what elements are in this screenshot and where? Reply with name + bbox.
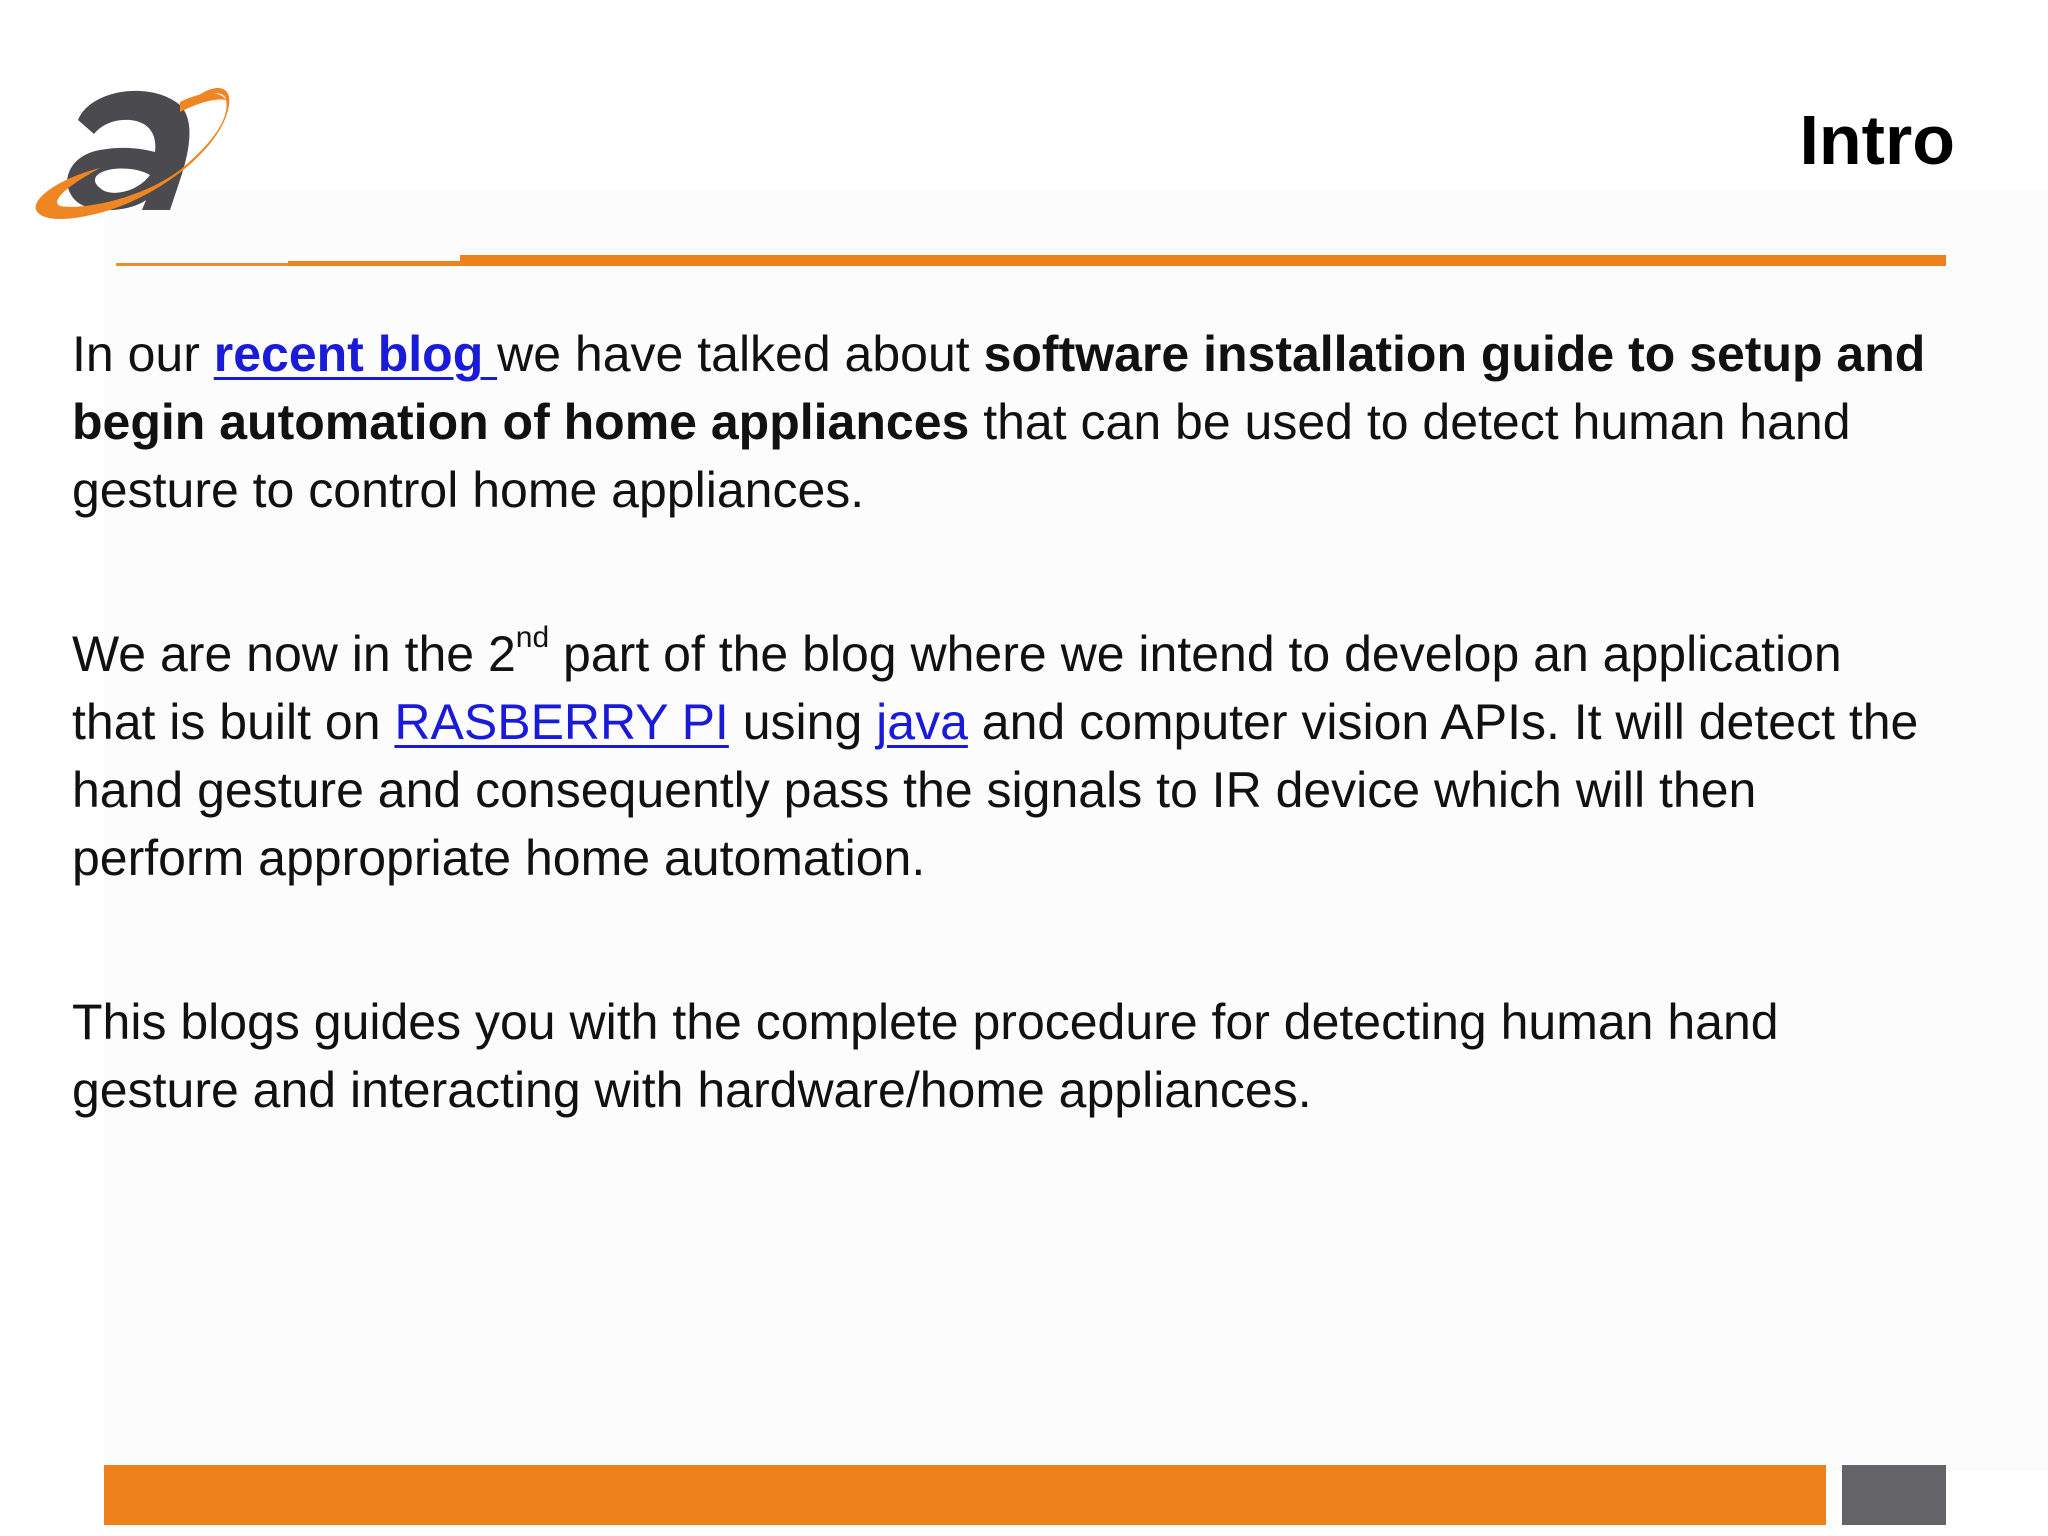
text-line [72, 688, 1918, 756]
text-run: In our [72, 326, 214, 382]
rule-segment [460, 255, 1946, 266]
rule-segment [116, 263, 288, 266]
text-line [72, 320, 1925, 388]
text-run: we have talked about [497, 326, 984, 382]
text-run: gesture and interacting with hardware/home appliances. [72, 1062, 1312, 1118]
bold-text-run: software installation guide to setup and [983, 326, 1926, 382]
footer-orange-bar [104, 1465, 1826, 1525]
footer-page-box [1842, 1465, 1946, 1525]
slide-title: Intro [1799, 101, 1955, 179]
company-logo-icon [30, 50, 230, 220]
bold-text-run: begin automation of home appliances [72, 394, 970, 450]
text-run: and computer vision APIs. It will detect the [967, 694, 1919, 750]
intro-paragraph-3 [72, 988, 1779, 1124]
text-run: that can be used to detect human hand [969, 394, 1851, 450]
title-underline-rule [116, 255, 1946, 267]
rasberry-pi-link[interactable]: RASBERRY PI [394, 694, 729, 750]
text-run: part of the blog where we intend to develop an application [549, 626, 1842, 682]
text-run: This blogs guides you with the complete procedure for detecting human hand [72, 994, 1779, 1050]
recent-blog-link[interactable]: recent blog [213, 326, 498, 382]
text-line [72, 456, 1925, 524]
intro-paragraph-2 [72, 620, 1918, 892]
text-line [72, 988, 1779, 1056]
text-line [72, 620, 1918, 688]
text-line [72, 388, 1925, 456]
text-run: that is built on [72, 694, 395, 750]
text-run: using [728, 694, 877, 750]
ordinal-superscript: nd [515, 621, 550, 655]
text-line [72, 824, 1918, 892]
text-run: gesture to control home appliances. [72, 462, 865, 518]
intro-paragraph-1 [72, 320, 1925, 524]
java-link[interactable]: java [876, 694, 968, 750]
rule-segment [288, 261, 460, 266]
text-line [72, 756, 1918, 824]
text-line [72, 1056, 1779, 1124]
text-run: perform appropriate home automation. [72, 830, 926, 886]
text-run: hand gesture and consequently pass the signals to IR device which will then [72, 762, 1757, 818]
text-run: We are now in the 2 [72, 626, 516, 682]
